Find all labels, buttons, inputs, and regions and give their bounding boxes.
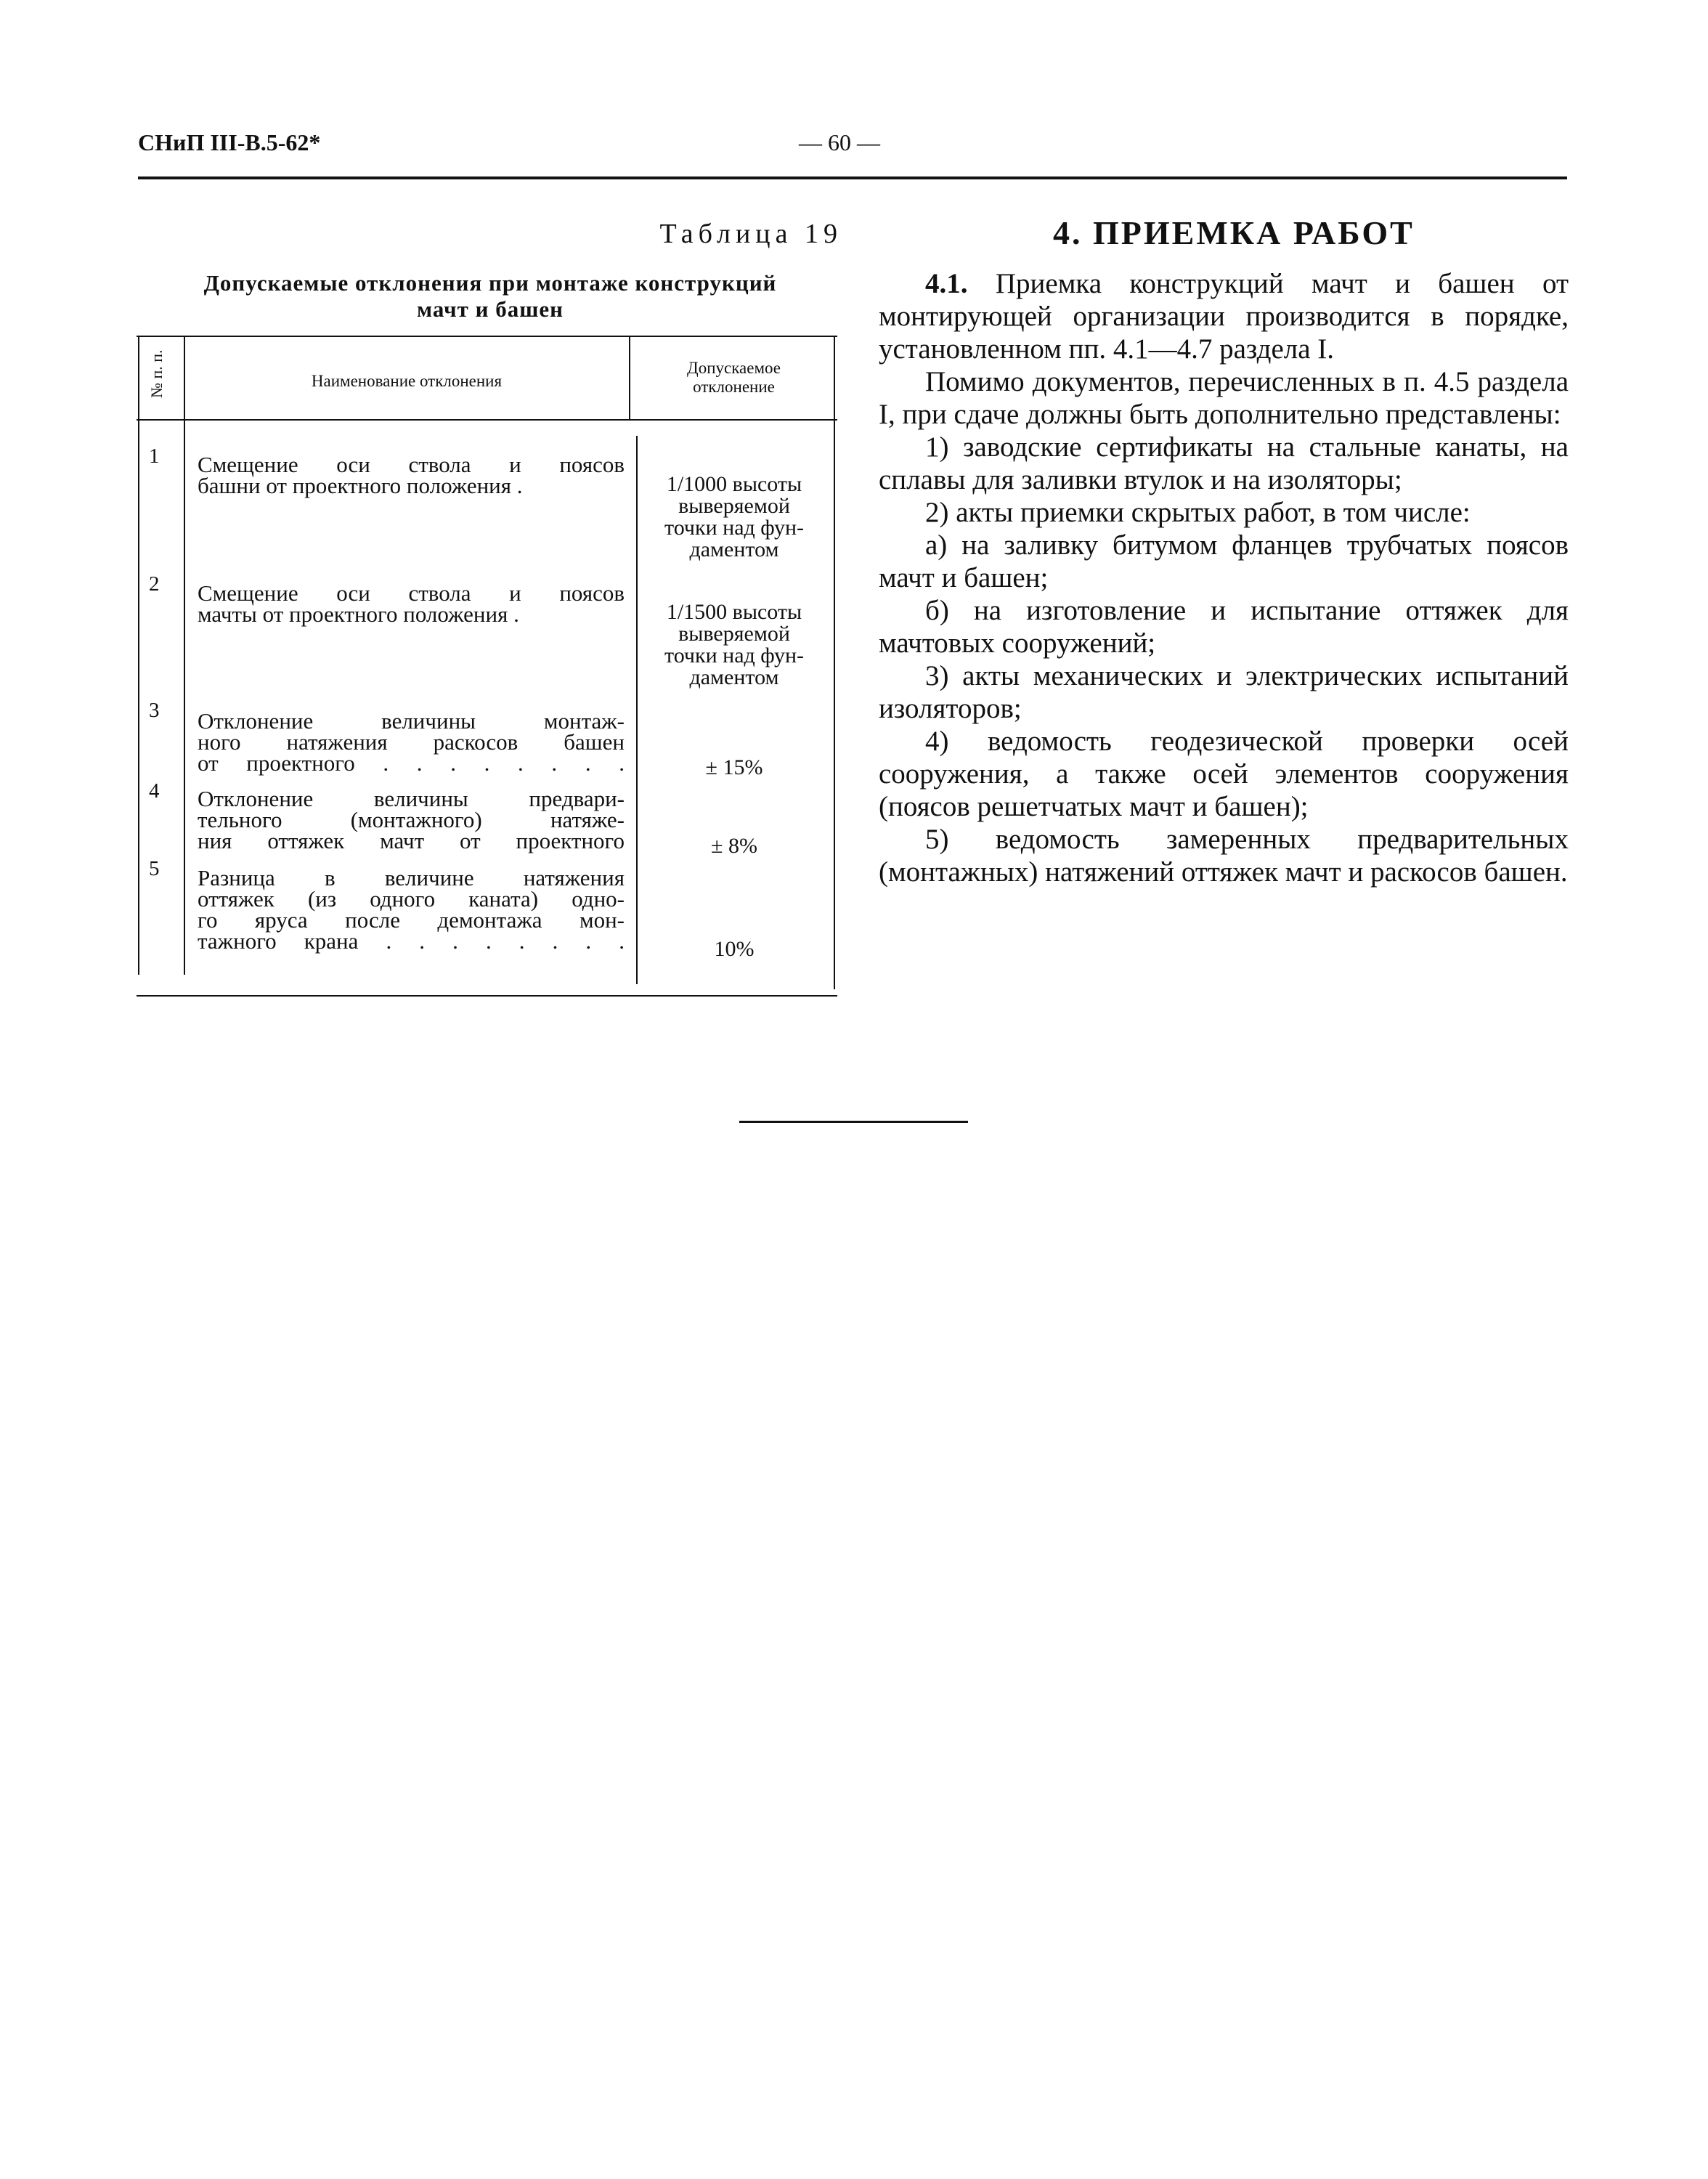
row-text: Смещение оси ствола и поясов мачты от проектного положения . (198, 580, 625, 627)
column-header-name: Наименование отклонения (311, 372, 503, 390)
section-title: 4. ПРИЕМКА РАБОТ (1053, 214, 1415, 251)
end-rule (739, 1121, 968, 1123)
list-item: 1) заводские сертификаты на стальные канаты, на сплавы для заливки втулок и на изоляторы; (879, 431, 1569, 495)
page-number: — 60 — (799, 129, 880, 155)
column-header-value: Допускаемое отклонение (687, 359, 781, 396)
row-text: Разница в величине натяжения оттяжек (из одного каната) одно- го яруса после демонтажа мон- тажного крана . . . . . . . . (198, 865, 625, 954)
table-title-line: Допускаемые отклонения при монтаже конструкций (203, 270, 777, 296)
row-number: 3 (149, 699, 160, 722)
row-number: 2 (149, 572, 160, 596)
row-value: ± 15% (705, 755, 763, 779)
list-item: 4) ведомость геодезической проверки осей сооружения, а также осей элементов сооружения (поясов решетчатых мачт и башен); (879, 726, 1569, 822)
section-body (879, 267, 1569, 888)
row-number: 1 (149, 445, 160, 468)
table-caption: Таблица 19 (659, 219, 842, 249)
list-item: 2) акты приемки скрытых работ, в том числе: (925, 497, 1471, 528)
list-item: б) на изготовление и испытание оттяжек для мачтовых сооружений; (879, 595, 1569, 659)
row-text: Отклонение величины монтаж- ного натяжения раскосов башен от проектного . . . . . . . . (198, 708, 625, 776)
table-title (142, 270, 839, 322)
row-value: 1/1000 высоты выверяемой точки над фун- даментом (664, 472, 805, 561)
row-text: Смещение оси ствола и поясов башни от проектного положения . (198, 452, 625, 498)
row-number: 5 (149, 857, 160, 880)
row-value: 1/1500 высоты выверяемой точки над фун- даментом (664, 600, 805, 689)
row-text: Отклонение величины предвари- тельного (монтажного) натяже- ния оттяжек мачт от проектного (198, 786, 625, 853)
column-header-num: № п. п. (147, 349, 166, 398)
paragraph: Помимо документов, перечисленных в п. 4.5 раздела I, при сдаче должны быть дополнительно представлены: (879, 366, 1569, 430)
row-value: ± 8% (711, 834, 757, 858)
document-code: СНиП III-В.5-62* (138, 129, 321, 155)
paragraph: 4.1. Приемка конструкций мачт и башен от монтирующей организации производится в порядке, установленном пп. 4.1—4.7 раздела I. (879, 268, 1569, 365)
row-value: 10% (714, 937, 755, 961)
table-title-line: мачт и башен (416, 296, 564, 322)
row-number: 4 (149, 779, 160, 803)
header-rule (138, 176, 1567, 179)
list-item: а) на заливку битумом фланцев трубчатых поясов мачт и башен; (879, 529, 1569, 593)
list-item: 5) ведомость замеренных предварительных (монтажных) натяжений оттяжек мачт и раскосов башен. (879, 824, 1569, 888)
list-item: 3) акты механических и электрических испытаний изоляторов; (879, 660, 1569, 724)
